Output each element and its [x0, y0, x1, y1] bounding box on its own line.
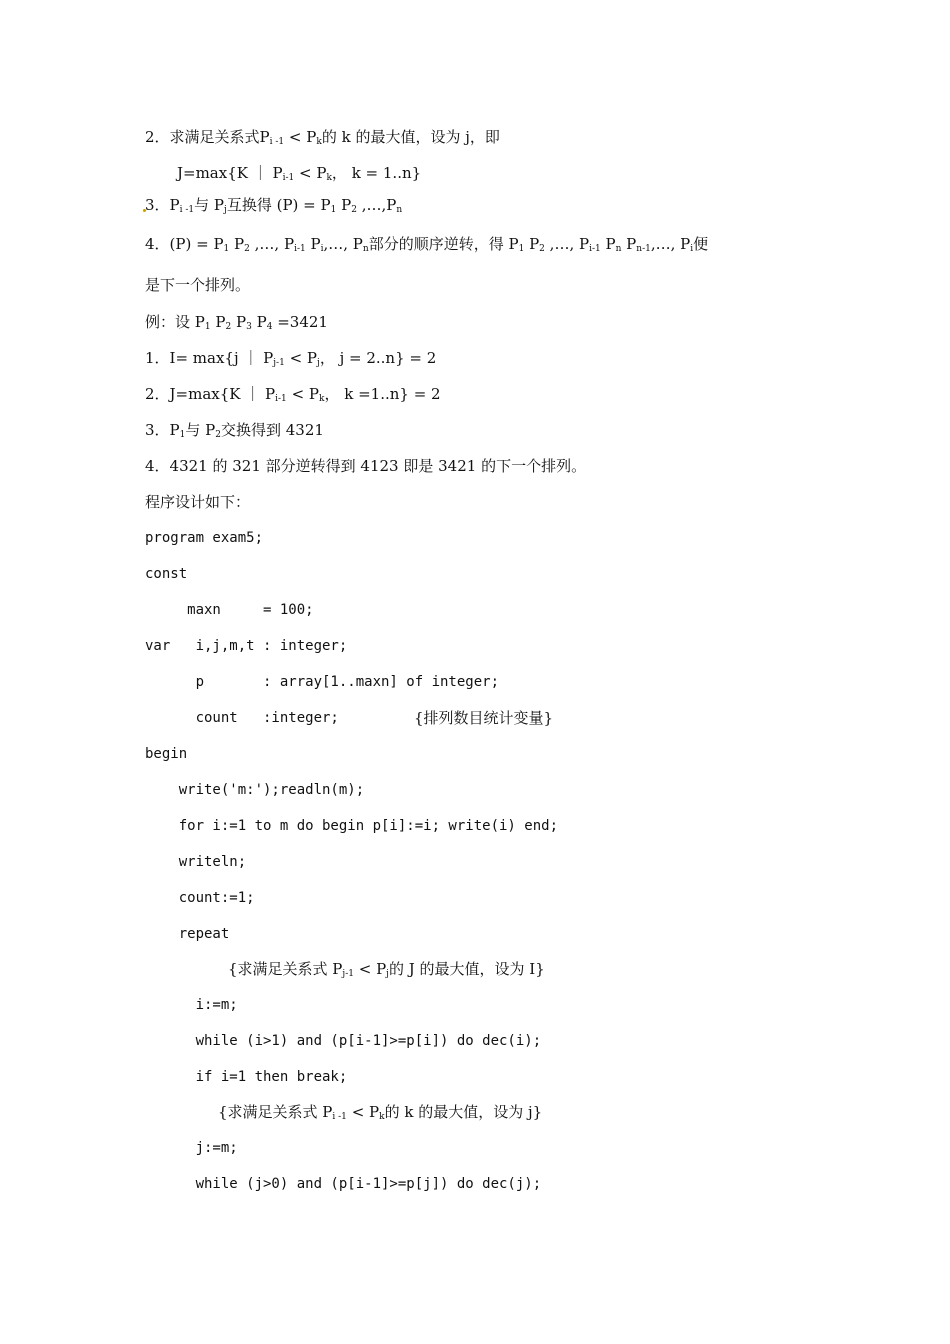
code-line: write('m:');readln(m);	[145, 782, 365, 798]
code-line: maxn = 100;	[145, 602, 314, 618]
code-line: count :integer;	[145, 710, 339, 726]
code-line: i:=m;	[145, 997, 238, 1013]
example-step-3: 3．$P_1$与 $P_2$交换得到 4321	[145, 421, 324, 440]
j-max-formula: J=max{K ｜ $P_{i-1} < P_k$， k = 1..n}	[177, 164, 422, 183]
example-step-1: 1．I= max{j ｜ $P_{j-1} < P_j$， j = 2..n} = 2	[145, 349, 437, 368]
example-step-2: 2．J=max{K ｜ $P_{i-1} < P_k$， k =1..n} = 2	[145, 385, 441, 404]
step-2-text: 2．求满足关系式$P_{i -1} < P_k$的 k 的最大值，设为 j，即	[145, 128, 500, 147]
program-design-heading: 程序设计如下：	[145, 493, 251, 511]
code-line: while (i>1) and (p[i-1]>=p[i]) do dec(i);	[145, 1033, 542, 1049]
code-comment: {求满足关系式 $P_{i -1} < P_k$的 k 的最大值，设为 j}	[218, 1103, 543, 1122]
code-line: for i:=1 to m do begin p[i]:=i; write(i) end;	[145, 818, 559, 834]
code-line: begin	[145, 746, 188, 762]
code-line: while (j>0) and (p[i-1]>=p[j]) do dec(j);	[145, 1176, 542, 1192]
example-intro: 例：设 $P_1$ $P_2$ $P_3$ $P_4 =3421$	[145, 313, 328, 332]
code-line: count:=1;	[145, 890, 255, 906]
code-line: repeat	[145, 926, 230, 942]
code-comment: {求满足关系式 $P_{j-1} < P_j$的 J 的最大值，设为 I}	[228, 960, 545, 979]
code-line: const	[145, 566, 188, 582]
code-line: program exam5;	[145, 530, 264, 546]
code-comment: {排列数目统计变量}	[414, 709, 554, 727]
step-3-text: 3．$P_{i -1}$与 $P_j$互换得 $(P) = P_1$ $P_2$ $,\dots,P_n$	[145, 196, 403, 215]
code-line: p : array[1..maxn] of integer;	[145, 674, 500, 690]
step-4-text: 4．$(P) = P_1$ $P_2$ ,…, $P_{i-1}$ $P_i,\dots$, $P_n$部分的顺序逆转，得 $P_1$ $P_2$ ,…, $P_{i-1}$ $P_n$ $P_{n-1},\dots$, $P_i$便	[145, 235, 709, 254]
step-4-continuation: 是下一个排列。	[145, 276, 251, 294]
code-line: if i=1 then break;	[145, 1069, 348, 1085]
code-line: var i,j,m,t : integer;	[145, 638, 348, 654]
code-line: j:=m;	[145, 1140, 238, 1156]
code-line: writeln;	[145, 854, 247, 870]
example-step-4: 4．4321 的 321 部分逆转得到 4123 即是 3421 的下一个排列。	[145, 457, 587, 475]
